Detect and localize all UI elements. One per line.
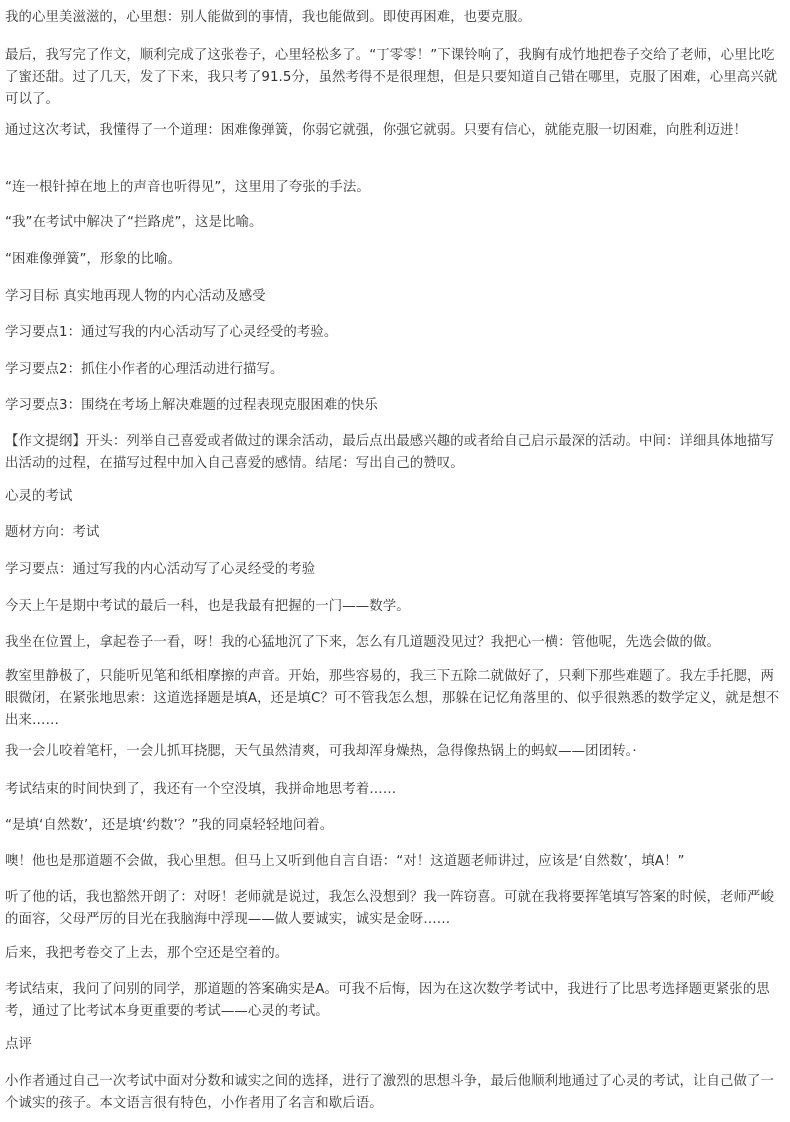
learning-goal: 学习目标 真实地再现人物的内心活动及感受 <box>5 289 266 304</box>
essay-title: 心灵的考试 <box>5 489 73 504</box>
paragraph-17: 教室里静极了，只能听见笔和纸相摩擦的声音。开始，那些容易的，我三下五除二就做好了，只剩下那些难题了。我左手托腮，两眼微闭，在紧张地思索：这道选择题是填A，还是填C？可不管我怎么想，那躲在记忆角落里的、似乎很熟悉的数学定义，就是想不出来…… <box>5 669 780 728</box>
paragraph-20: “是填‘自然数’，还是填‘约数’？”我的同桌轻轻地问着。 <box>5 818 334 833</box>
learning-point-2: 学习要点2：抓住小作者的心理活动进行描写。 <box>5 362 284 377</box>
composition-outline: 【作文提纲】开头：列举自己喜爱或者做过的课余活动，最后点出最感兴趣的或者给自己启示最深的活动。中间：详细具体地描写出活动的过程，在描写过程中加入自己喜爱的感情。结尾：写出自己的赞叹。 <box>5 434 774 471</box>
learning-point-3: 学习要点3：围绕在考场上解决难题的过程表现克服困难的快乐 <box>5 398 378 413</box>
paragraph-5: “我”在考试中解决了“拦路虎”，这是比喻。 <box>5 215 263 230</box>
learning-key-point: 学习要点：通过写我的内心活动写了心灵经受的考验 <box>5 562 316 577</box>
topic-direction: 题材方向：考试 <box>5 525 100 540</box>
paragraph-22: 听了他的话，我也豁然开朗了：对呀！老师就是说过，我怎么没想到？我一阵窃喜。可就在我将要挥笔填写答案的时候，老师严峻的面容，父母严厉的目光在我脑海中浮现——做人要诚实，诚实是金呀…… <box>5 890 774 927</box>
paragraph-21: 噢！他也是那道题不会做，我心里想。但马上又听到他自言自语：“对！这道题老师讲过，应该是‘自然数’，填A！” <box>5 854 685 869</box>
paragraph-3: 通过这次考试，我懂得了一个道理：困难像弹簧，你弱它就强，你强它就弱。只要有信心，就能克服一切困难，向胜利迈进！ <box>5 123 747 138</box>
paragraph-19: 考试结束的时间快到了，我还有一个空没填，我拼命地思考着…… <box>5 782 397 797</box>
paragraph-16: 我坐在位置上，拿起卷子一看，呀！我的心猛地沉了下来，怎么有几道题没见过？我把心一横：管他呢，先选会做的做。 <box>5 635 720 650</box>
learning-point-1: 学习要点1：通过写我的内心活动写了心灵经受的考验。 <box>5 325 338 340</box>
paragraph-18: 我一会儿咬着笔杆，一会儿抓耳挠腮，天气虽然清爽，可我却浑身燥热，急得像热锅上的蚂蚁——团团转。· <box>5 744 637 759</box>
paragraph-2: 最后，我写完了作文，顺利完成了这张卷子，心里轻松多了。“丁零零！”下课铃响了，我胸有成竹地把卷子交给了老师，心里比吃了蜜还甜。过了几天，发了下来，我只考了91.5分，虽然考得不是很理想，但是只要知道自己错在哪里，克服了困难，心里高兴就可以了。 <box>5 48 778 107</box>
paragraph-1: 我的心里美滋滋的，心里想：别人能做到的事情，我也能做到。即使再困难，也要克服。 <box>5 10 532 25</box>
paragraph-23: 后来，我把考卷交了上去，那个空还是空着的。 <box>5 946 289 961</box>
paragraph-15: 今天上午是期中考试的最后一科，也是我最有把握的一门——数学。 <box>5 599 410 614</box>
paragraph-4: “连一根针掉在地上的声音也听得见”，这里用了夸张的手法。 <box>5 180 370 195</box>
commentary-heading: 点评 <box>5 1037 32 1052</box>
paragraph-6: “困难像弹簧”，形象的比喻。 <box>5 252 181 267</box>
paragraph-24: 考试结束，我问了问别的同学，那道题的答案确实是A。可我不后悔，因为在这次数学考试中，我进行了比思考选择题更紧张的思考，通过了比考试本身更重要的考试——心灵的考试。 <box>5 982 770 1019</box>
commentary-text: 小作者通过自己一次考试中面对分数和诚实之间的选择，进行了激烈的思想斗争，最后他顺利地通过了心灵的考试，让自己做了一个诚实的孩子。本文语言很有特色，小作者用了名言和歇后语。 <box>5 1074 774 1111</box>
